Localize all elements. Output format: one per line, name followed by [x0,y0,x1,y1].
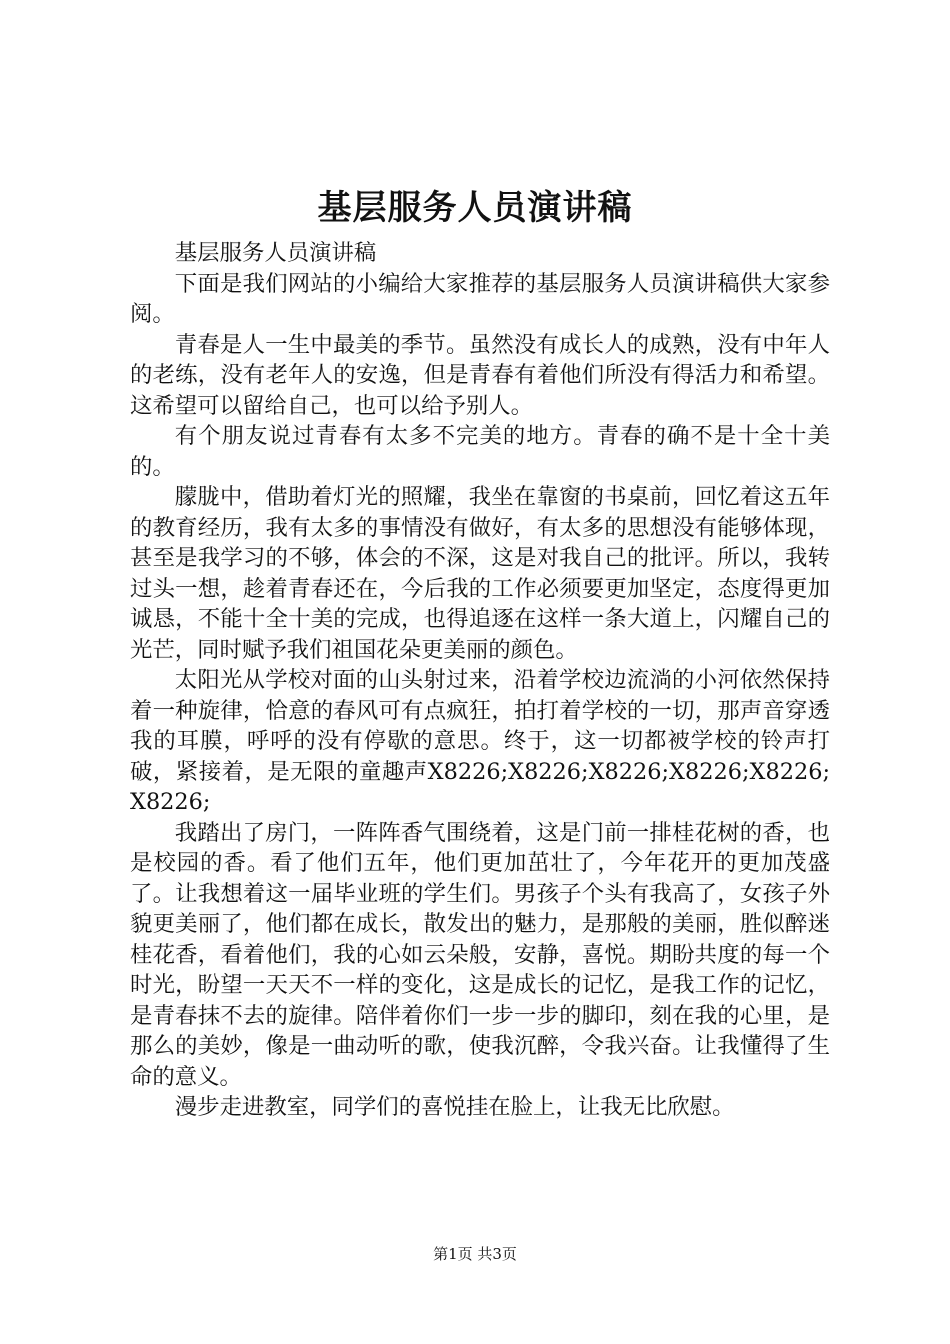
paragraph-subtitle: 基层服务人员演讲稿 [174,240,377,266]
paragraph: 漫步走进教室，同学们的喜悦挂在脸上，让我无比欣慰。 [174,1094,735,1120]
paragraph-intro: 下面是我们网站的小编给大家推荐的基层服务人员演讲稿供大家参阅。 [130,270,830,327]
document-body [130,238,830,1123]
paragraph: 有个朋友说过青春有太多不完美的地方。青春的确不是十全十美的。 [130,423,830,480]
paragraph: 青春是人一生中最美的季节。虽然没有成长人的成熟，没有中年人的老练，没有老年人的安逸，但是青春有着他们所没有得活力和希望。这希望可以留给自己，也可以给予别人。 [130,331,830,419]
page-footer: 第1页 共3页 [433,1245,517,1263]
paragraph: 我踏出了房门，一阵阵香气围绕着，这是门前一排桂花树的香，也是校园的香。看了他们五年，他们更加茁壮了，今年花开的更加茂盛了。让我想着这一届毕业班的学生们。男孩子个头有我高了，女孩子外貌更美丽了，他们都在成长，散发出的魅力，是那般的美丽，胜似醉迷桂花香，看着他们，我的心如云朵般，安静，喜悦。期盼共度的每一个时光，盼望一天天不一样的变化，这是成长的记忆，是我工作的记忆，是青春抹不去的旋律。陪伴着你们一步一步的脚印，刻在我的心里，是那么的美妙，像是一曲动听的歌，使我沉醉，令我兴奋。让我懂得了生命的意义。 [130,819,830,1090]
paragraph: 太阳光从学校对面的山头射过来，沿着学校边流淌的小河依然保持着一种旋律，恰意的春风可有点疯狂，拍打着学校的一切，那声音穿透我的耳膜，呼呼的没有停歇的意思。终于，这一切都被学校的铃声打破，紧接着，是无限的童趣声X8226;X8226;X8226;X8226;X8226;X8226; [130,667,830,815]
paragraph: 朦胧中，借助着灯光的照耀，我坐在靠窗的书桌前，回忆着这五年的教育经历，我有太多的事情没有做好，有太多的思想没有能够体现，甚至是我学习的不够，体会的不深，这是对我自己的批评。所以，我转过头一想，趁着青春还在，今后我的工作必须要更加坚定，态度得更加诚恳，不能十全十美的完成，也得追逐在这样一条大道上，闪耀自己的光芒，同时赋予我们祖国花朵更美丽的颜色。 [130,484,830,663]
document-title: 基层服务人员演讲稿 [317,188,633,228]
